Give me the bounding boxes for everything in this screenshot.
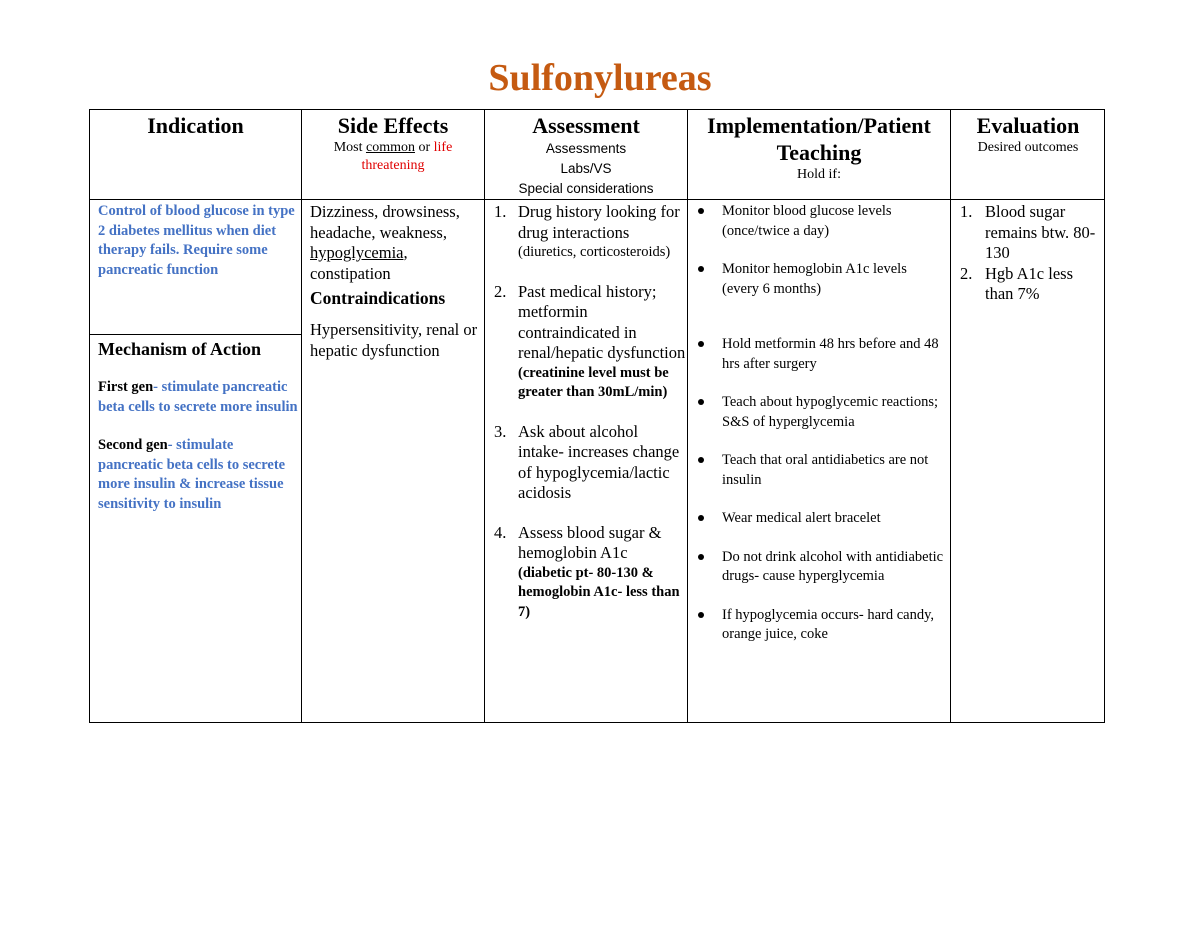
- column-divider: [301, 110, 302, 722]
- bullet-icon: [698, 457, 704, 463]
- list-item: Do not drink alcohol with antidiabetic drugs- cause hyperglycemia: [688, 548, 946, 587]
- implementation-list: [688, 202, 946, 645]
- bullet-icon: [698, 341, 704, 347]
- bullet-icon: [698, 266, 704, 272]
- list-item: Teach that oral antidiabetics are not insulin: [688, 451, 946, 490]
- bullet-icon: [698, 515, 704, 521]
- evaluation-list: [954, 202, 1102, 305]
- bullet-icon: [698, 399, 704, 405]
- header-sub-text: or: [418, 140, 431, 155]
- header-divider: [90, 199, 1104, 200]
- second-gen-label: Second gen: [98, 437, 168, 453]
- list-item: 1. Drug history looking for drug interactions (diuretics, corticosteroids): [494, 202, 680, 260]
- indication-divider: [90, 334, 301, 335]
- header-sub-text: Assessments: [545, 141, 627, 156]
- header-side-effects: Side Effects Most common or life threatening: [333, 113, 453, 173]
- list-item: 3. Ask about alcohol intake- increases change of hypoglycemia/lactic acidosis: [494, 421, 680, 502]
- list-item: 2. Hgb A1c less than 7%: [960, 263, 1073, 303]
- bullet-icon: [698, 554, 704, 560]
- header-evaluation: Evaluation Desired outcomes: [951, 112, 1105, 157]
- header-sub-text: Desired outcomes: [977, 140, 1079, 155]
- drug-table: [89, 109, 1105, 723]
- header-indication: Indication: [147, 113, 244, 138]
- contraindications-title: Contraindications: [310, 288, 446, 308]
- contraindications-text: Hypersensitivity, renal or hepatic dysfunction: [310, 320, 478, 360]
- column-divider: [950, 110, 951, 722]
- first-gen-label: First gen: [98, 379, 154, 395]
- second-gen-text: - stimulate pancreatic beta cells to secrete more insulin & increase tissue sensitivity to insulin: [98, 437, 286, 512]
- mechanism-first-gen: [98, 378, 298, 417]
- mechanism-of-action: [98, 338, 298, 514]
- first-gen-text: - stimulate pancreatic beta cells to secrete more insulin: [98, 379, 298, 415]
- bullet-icon: [698, 208, 704, 214]
- list-item: Teach about hypoglycemic reactions; S&S of hyperglycemia: [688, 393, 946, 432]
- list-item: Monitor blood glucose levels (once/twice a day): [688, 202, 946, 241]
- bullet-icon: [698, 612, 704, 618]
- column-divider: [484, 110, 485, 722]
- indication-text: Control of blood glucose in type 2 diabetes mellitus when diet therapy fails. Require some pancreatic function: [98, 203, 295, 278]
- assessment-list: [488, 202, 686, 622]
- header-sub-text: Labs/VS: [560, 161, 612, 176]
- side-effects-cell: [310, 202, 482, 361]
- list-item: 4. Assess blood sugar & hemoglobin A1c (diabetic pt- 80-130 & hemoglobin A1c- less than 7): [494, 522, 680, 620]
- header-sub-text: life threatening: [361, 140, 453, 173]
- list-item: If hypoglycemia occurs- hard candy, orange juice, coke: [688, 606, 946, 645]
- header-sub-text: common: [365, 140, 415, 155]
- header-sub-text: Hold if:: [797, 167, 841, 182]
- header-sub-text: Most: [333, 140, 363, 155]
- side-effects-text: Dizziness, drowsiness, headache, weakness, hypoglycemia, constipation: [310, 202, 460, 283]
- mechanism-title: Mechanism of Action: [98, 339, 261, 359]
- header-sub-text: Special considerations: [518, 181, 654, 196]
- list-item: 1. Blood sugar remains btw. 80-130: [960, 202, 1096, 262]
- mechanism-second-gen: [98, 436, 298, 514]
- header-implementation: Implementation/Patient Teaching Hold if:: [688, 112, 950, 184]
- list-item: Monitor hemoglobin A1c levels (every 6 months): [688, 260, 946, 299]
- list-item: 2. Past medical history; metformin contraindicated in renal/hepatic dysfunction (creatinine level must be greater than 30mL/min): [494, 281, 686, 400]
- list-item: Hold metformin 48 hrs before and 48 hrs after surgery: [688, 335, 946, 374]
- list-item: Wear medical alert bracelet: [688, 509, 946, 529]
- page-title: Sulfonylureas: [488, 57, 712, 99]
- header-assessment: Assessment Assessments Labs/VS Special considerations: [485, 112, 687, 199]
